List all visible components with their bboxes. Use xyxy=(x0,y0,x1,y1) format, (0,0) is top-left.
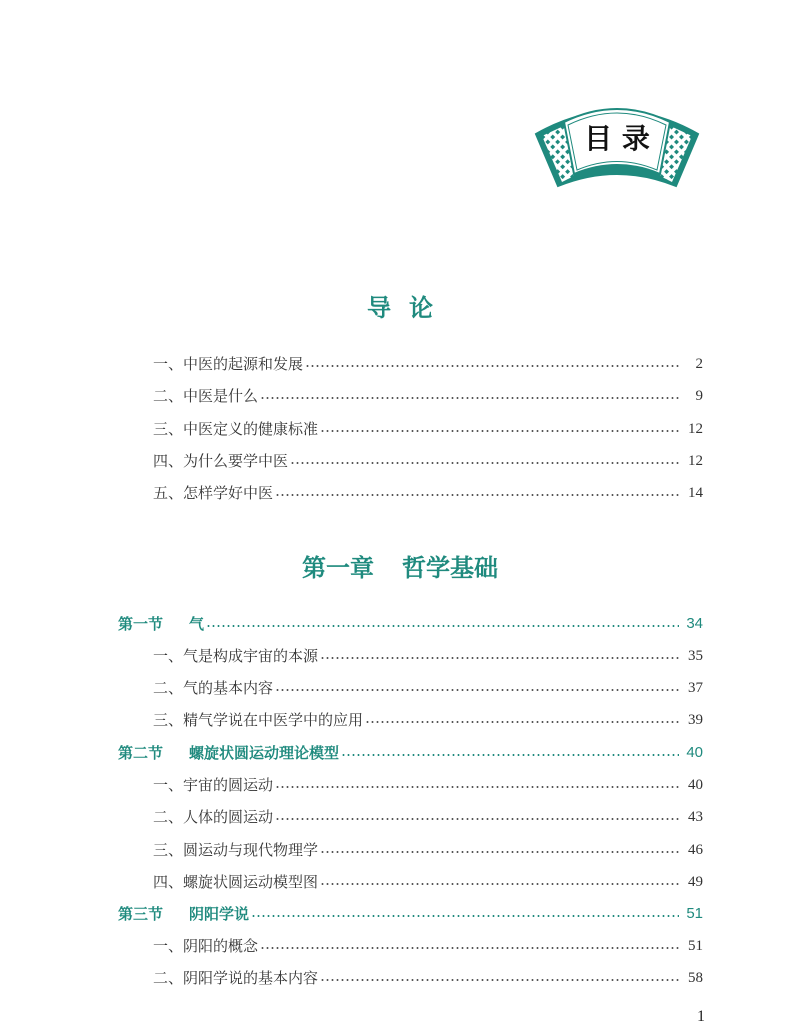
section-title: 阴阳学说 xyxy=(189,905,250,923)
toc-item[interactable] xyxy=(153,674,703,702)
toc-item-page: 12 xyxy=(688,453,703,469)
chapter-title xyxy=(0,548,800,583)
toc-item-label: 三、圆运动与现代物理学 xyxy=(153,841,319,859)
toc-item[interactable] xyxy=(153,479,703,507)
dot-leader xyxy=(260,397,679,399)
toc-item[interactable] xyxy=(153,350,703,378)
chapter-number: 第一章 xyxy=(302,553,374,582)
toc-item-page: 2 xyxy=(695,356,703,372)
toc-item[interactable] xyxy=(153,706,703,734)
toc-section[interactable] xyxy=(118,610,703,638)
toc-item[interactable] xyxy=(153,642,703,670)
toc-item-label: 一、宇宙的圆运动 xyxy=(153,776,274,794)
toc-item-page: 40 xyxy=(688,777,703,793)
section-title: 气 xyxy=(189,615,205,633)
dot-leader xyxy=(320,657,679,659)
dot-leader xyxy=(275,494,679,496)
dot-leader xyxy=(290,462,679,464)
toc-item-label: 二、气的基本内容 xyxy=(153,679,274,697)
dot-leader xyxy=(341,754,679,756)
toc-item-page: 12 xyxy=(688,421,703,437)
badge-title: 目 录 xyxy=(584,122,650,155)
dot-leader xyxy=(320,430,679,432)
toc-item-page: 39 xyxy=(688,712,703,728)
toc-item-label: 二、中医是什么 xyxy=(153,387,259,405)
section-number: 第一节 xyxy=(118,615,164,633)
section-number: 第三节 xyxy=(118,905,164,923)
toc-item-page: 49 xyxy=(688,874,703,890)
toc-item[interactable] xyxy=(153,382,703,410)
toc-item-label: 一、气是构成宇宙的本源 xyxy=(153,647,319,665)
chapter-name: 哲学基础 xyxy=(402,553,498,582)
toc-item-page: 58 xyxy=(688,970,703,986)
toc-item-label: 四、螺旋状圆运动模型图 xyxy=(153,873,319,891)
dot-leader xyxy=(305,365,679,367)
toc-section[interactable] xyxy=(118,739,703,767)
toc-item-page: 37 xyxy=(688,680,703,696)
toc-item-page: 14 xyxy=(688,485,703,501)
toc-item-page: 51 xyxy=(688,938,703,954)
toc-item-label: 三、中医定义的健康标准 xyxy=(153,420,319,438)
dot-leader xyxy=(251,915,679,917)
section-title: 螺旋状圆运动理论模型 xyxy=(189,744,340,762)
toc-item[interactable] xyxy=(153,803,703,831)
toc-item[interactable] xyxy=(153,868,703,896)
toc-item-label: 三、精气学说在中医学中的应用 xyxy=(153,711,364,729)
dot-leader xyxy=(275,818,679,820)
dot-leader xyxy=(275,689,679,691)
dot-leader xyxy=(320,979,679,981)
toc-item[interactable] xyxy=(153,932,703,960)
toc-item-label: 二、阴阳学说的基本内容 xyxy=(153,969,319,987)
toc-item-label: 一、阴阳的概念 xyxy=(153,937,259,955)
section-page: 40 xyxy=(686,744,703,761)
dot-leader xyxy=(260,947,679,949)
toc-item-page: 43 xyxy=(688,809,703,825)
section-page: 34 xyxy=(686,615,703,632)
toc-item[interactable] xyxy=(153,964,703,992)
page-number: 1 xyxy=(697,1008,705,1025)
dot-leader xyxy=(275,786,679,788)
section-number: 第二节 xyxy=(118,744,164,762)
dot-leader xyxy=(320,883,679,885)
toc-item[interactable] xyxy=(153,415,703,443)
toc-item-label: 四、为什么要学中医 xyxy=(153,452,289,470)
dot-leader xyxy=(320,851,679,853)
toc-item-label: 二、人体的圆运动 xyxy=(153,808,274,826)
toc-item-page: 46 xyxy=(688,842,703,858)
toc-item-label: 五、怎样学好中医 xyxy=(153,484,274,502)
intro-title: 导论 xyxy=(367,293,451,322)
toc-badge xyxy=(528,90,706,190)
dot-leader xyxy=(365,721,679,723)
toc-item-page: 9 xyxy=(695,388,703,404)
toc-section[interactable] xyxy=(118,900,703,928)
toc-item[interactable] xyxy=(153,771,703,799)
toc-item-page: 35 xyxy=(688,648,703,664)
toc-item[interactable] xyxy=(153,447,703,475)
toc-item-label: 一、中医的起源和发展 xyxy=(153,355,304,373)
dot-leader xyxy=(206,625,679,627)
section-page: 51 xyxy=(686,905,703,922)
toc-item[interactable] xyxy=(153,836,703,864)
